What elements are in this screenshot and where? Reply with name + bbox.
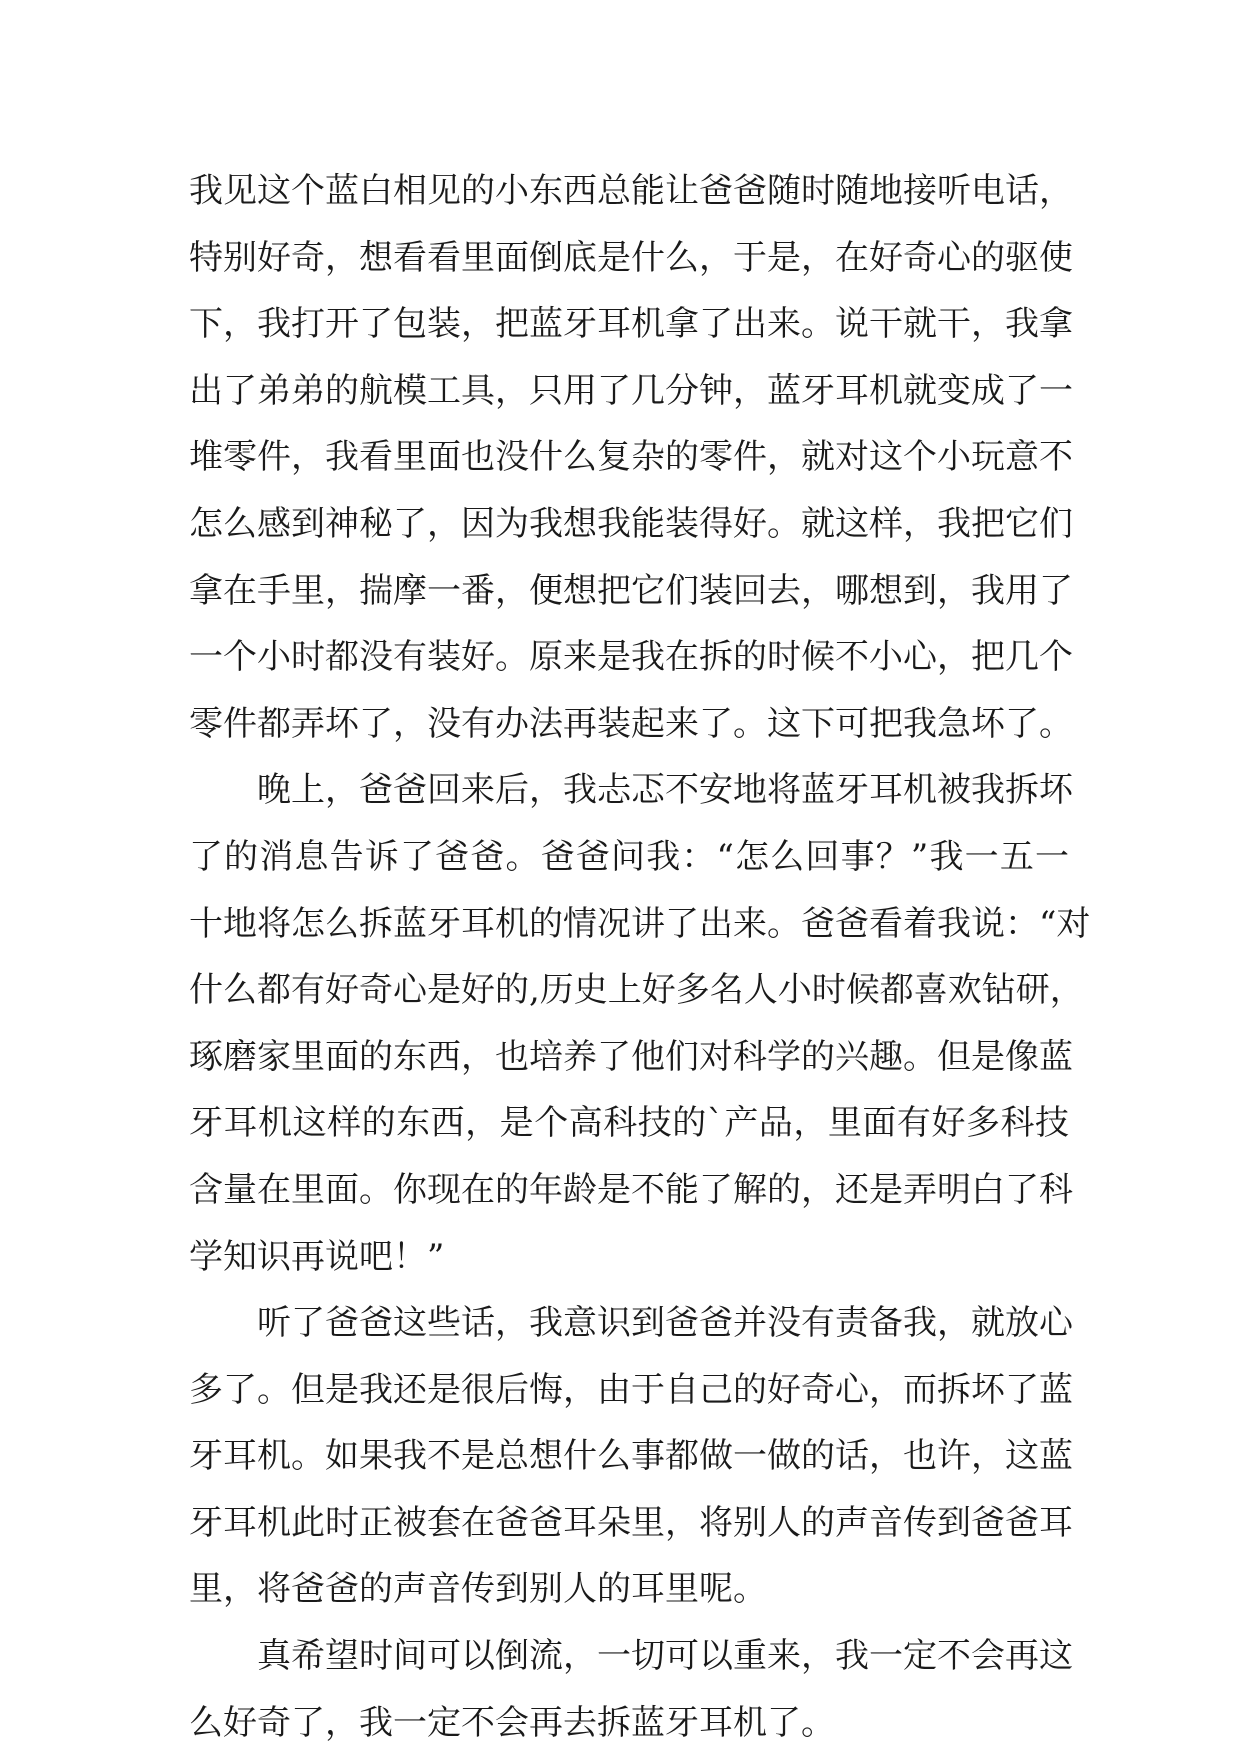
text-line: 含量在里面。你现在的年龄是不能了解的，还是弄明白了科 — [189, 1169, 1073, 1210]
text-line: 什么都有好奇心是好的,历史上好多名人小时候都喜欢钻研， — [189, 970, 1084, 1011]
text-line: 十地将怎么拆蓝牙耳机的情况讲了出来。爸爸看着我说：“对 — [189, 903, 1091, 944]
text-line: 特别好奇，想看看里面倒底是什么，于是，在好奇心的驱使 — [189, 237, 1073, 278]
body-text — [189, 158, 1091, 1756]
text-line: 牙耳机此时正被套在爸爸耳朵里，将别人的声音传到爸爸耳 — [189, 1502, 1073, 1543]
text-line: 出了弟弟的航模工具，只用了几分钟，蓝牙耳机就变成了一 — [189, 370, 1073, 411]
text-line: 我见这个蓝白相见的小东西总能让爸爸随时随地接听电话， — [189, 171, 1073, 211]
paragraph-start-line: 真希望时间可以倒流，一切可以重来，我一定不会再这 — [257, 1636, 1073, 1677]
text-line: 多了。但是我还是很后悔，由于自己的好奇心，而拆坏了蓝 — [189, 1369, 1073, 1410]
text-line: 拿在手里，揣摩一番，便想把它们装回去，哪想到，我用了 — [189, 570, 1073, 611]
paragraph-start-line: 晚上，爸爸回来后，我忐忑不安地将蓝牙耳机被我拆坏 — [257, 770, 1073, 811]
text-line: 零件都弄坏了，没有办法再装起来了。这下可把我急坏了。 — [189, 703, 1073, 744]
text-line: 了的消息告诉了爸爸。爸爸问我：“怎么回事？”我一五一 — [189, 836, 1069, 877]
text-line: 一个小时都没有装好。原来是我在拆的时候不小心，把几个 — [189, 637, 1073, 678]
text-line: 学知识再说吧！” — [189, 1236, 445, 1277]
text-line: 堆零件，我看里面也没什么复杂的零件，就对这个小玩意不 — [189, 437, 1073, 478]
paragraph-start-line: 听了爸爸这些话，我意识到爸爸并没有责备我，就放心 — [257, 1303, 1073, 1344]
text-line: 么好奇了，我一定不会再去拆蓝牙耳机了。 — [189, 1702, 835, 1743]
text-line: 里，将爸爸的声音传到别人的耳里呢。 — [189, 1569, 767, 1610]
text-line: 牙耳机这样的东西，是个高科技的`产品，里面有好多科技 — [189, 1103, 1069, 1144]
text-line: 下，我打开了包装，把蓝牙耳机拿了出来。说干就干，我拿 — [189, 304, 1073, 345]
text-line: 怎么感到神秘了，因为我想我能装得好。就这样，我把它们 — [189, 503, 1073, 544]
text-line: 琢磨家里面的东西，也培养了他们对科学的兴趣。但是像蓝 — [189, 1036, 1073, 1077]
text-line: 牙耳机。如果我不是总想什么事都做一做的话，也许，这蓝 — [189, 1436, 1073, 1477]
